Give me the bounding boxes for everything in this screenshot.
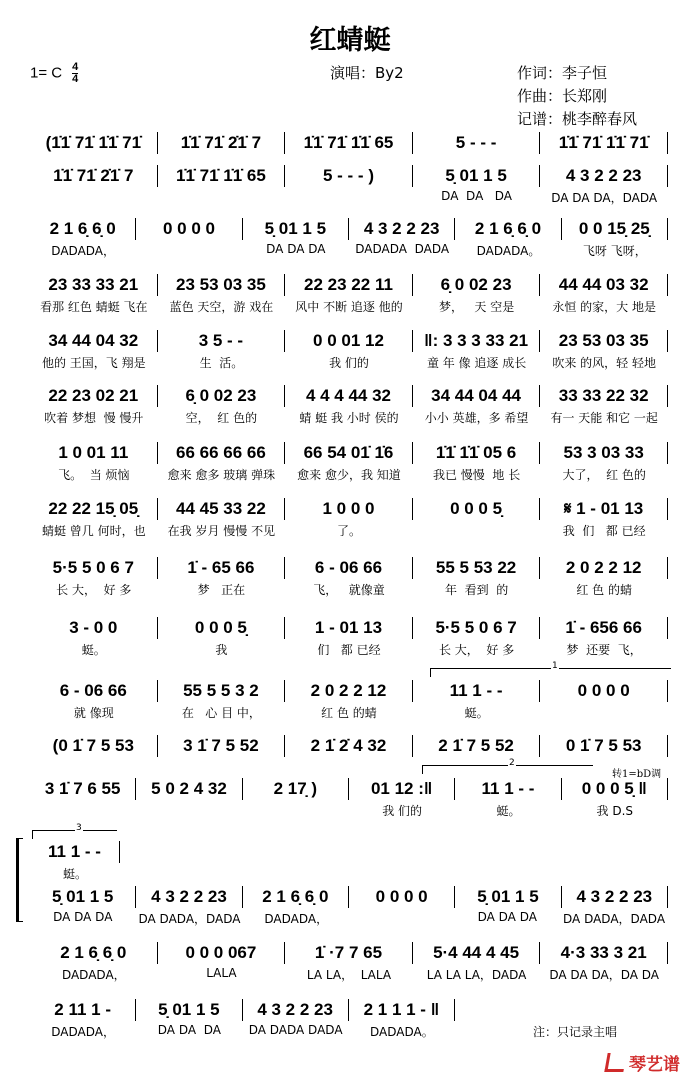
measure: 23 53 03 35 (158, 274, 286, 296)
measure: 0 0 0 0 (349, 886, 455, 908)
measure: 1 0 0 0 (285, 498, 413, 520)
measure: 4 3 2 2 23 (243, 999, 349, 1021)
measure: 34 44 04 44 (413, 385, 541, 407)
lyric: 看那 红色 蜻蜓 飞在 (40, 300, 148, 314)
measure: 0 0 0 5̣ (158, 617, 286, 639)
measure: 2 1̇ 2̇ 4 32 (285, 735, 413, 757)
measure: 0 0 0 0 (540, 680, 668, 702)
lyric: DA DA DA，DA DA (549, 968, 659, 982)
notes-line (30, 442, 668, 464)
lyric: DA DADA，DADA (563, 912, 666, 926)
lyric (540, 704, 668, 721)
logo-text: 琴艺谱 (629, 1055, 680, 1075)
lyric: 红 色 的蜻 (576, 583, 632, 597)
measure: 1̇ - 656 66 (540, 617, 668, 639)
measure: 1̇1̇ 71̇ 1̇1̇ 65 (285, 132, 413, 154)
lyric: 就 像现 (73, 706, 114, 720)
lyric (349, 910, 455, 927)
staff-row (30, 617, 668, 658)
lyric: DA DA DA，DADA (551, 191, 658, 205)
measure: 3 1̇ 7 5 52 (158, 735, 286, 757)
lyrics-line (30, 409, 668, 426)
footnote: 注：只记录主唱 (533, 1025, 618, 1039)
staff-row (30, 385, 668, 426)
measure: 53 3 03 33 (540, 442, 668, 464)
measure: 0 0 0 067 (158, 942, 286, 964)
lyric: 生 活。 (199, 356, 244, 370)
song-title: 红蜻蜓 (309, 25, 391, 56)
lyric: LALA (206, 966, 237, 980)
notes-line (30, 841, 120, 863)
staff-row (30, 886, 668, 927)
lyric: 我 们 都 已经 (562, 524, 646, 538)
measure: 23 53 03 35 (540, 330, 668, 352)
lyric: 有一 天能 和它 一起 (550, 411, 658, 425)
staff-row (30, 999, 455, 1040)
lyric (136, 242, 242, 259)
measure: 2 11 1 - (30, 999, 136, 1021)
lyric (30, 189, 158, 206)
notes-line (30, 886, 668, 908)
measure: 0 0 0 5̣ ‖ (562, 778, 668, 800)
measure: 0 0 15̣ 25̣ (562, 218, 668, 240)
lyric: DA DA DA (53, 910, 113, 924)
lyrics-line (30, 189, 668, 206)
volta-label: 2 (509, 758, 515, 768)
measure: 55 5 5 3 2 (158, 680, 286, 702)
staff-row (30, 841, 120, 882)
lyric: 长 大， 好 多 (438, 643, 515, 657)
measure: 1 - 01 13 (285, 617, 413, 639)
lyrics-line (30, 865, 120, 882)
measure: 1̇ ·7 7 65 (285, 942, 413, 964)
measure: 𝄋 1 - 01 13 (540, 498, 668, 520)
measure: 1̇1̇ 71̇ 1̇1̇ 71̇ (540, 132, 668, 154)
measure: 5̣ 01 1 5 (413, 165, 541, 187)
time-bottom: 4 (72, 73, 79, 85)
volta-3 (32, 823, 117, 839)
lyric: DADADA， (51, 244, 116, 258)
lyric: 红 色 的蜻 (321, 706, 377, 720)
time-top: 4 (72, 61, 79, 73)
measure: 1̇1̇ 71̇ 2̇1̇ 7 (30, 165, 158, 187)
measure: 2 1 6̣ 6̣ 0 (30, 942, 158, 964)
lyrics-line (30, 298, 668, 315)
measure: 6 - 06 66 (30, 680, 158, 702)
staff-row (30, 680, 668, 721)
lyric: 我 D.S (596, 804, 634, 818)
key-signature (30, 62, 78, 85)
lyric: 童 年 像 追逐 成长 (426, 356, 527, 370)
lyric: 飞。 当 烦恼 (58, 468, 130, 482)
notes-line (30, 680, 668, 702)
lyric: 他的 王国，飞 翔是 (41, 356, 146, 370)
lyricist: 作词：李子恒 (517, 64, 608, 82)
measure: 5·5 5 0 6 7 (413, 617, 541, 639)
lyrics-line (30, 242, 668, 259)
measure: 11 1 - - (30, 841, 120, 863)
measure: (1̇1̇ 71̇ 1̇1̇ 71̇ (30, 132, 158, 154)
staff-row (30, 735, 668, 757)
measure: 1̇1̇ 71̇ 2̇1̇ 7 (158, 132, 286, 154)
staff-row (30, 218, 668, 259)
composer: 作曲：长郑刚 (517, 87, 608, 105)
lyric (30, 802, 136, 819)
measure: 66 66 66 66 (158, 442, 286, 464)
measure: 6 - 06 66 (285, 557, 413, 579)
measure: 66 54 01̇ 1̇6 (285, 442, 413, 464)
measure: 11 1 - - (413, 680, 541, 702)
lyric (413, 522, 541, 539)
measure: 3 - 0 0 (30, 617, 158, 639)
lyric: 蜓。 (62, 867, 87, 881)
volta-label: 3 (76, 823, 82, 833)
credits (517, 62, 637, 131)
lyric: 们 都 已经 (317, 643, 381, 657)
lyric: DA DADA DADA (248, 1023, 343, 1037)
measure: 5̣ 01 1 5 (455, 886, 561, 908)
measure: 44 44 03 32 (540, 274, 668, 296)
measure: 5 - - - (413, 132, 541, 154)
measure: 22 22 15̣ 05̣ (30, 498, 158, 520)
lyric: 蓝色 天空，游 戏在 (169, 300, 274, 314)
measure: 01 12 :‖ (349, 778, 455, 800)
lyric: 我 (215, 643, 228, 657)
staff-row (30, 274, 668, 315)
lyric (243, 802, 349, 819)
lyrics-line (30, 966, 668, 983)
lyric: 吹来 的风，轻 轻地 (552, 356, 656, 370)
lyric: 蜓。 (496, 804, 521, 818)
lyric: 在 心 目 中， (181, 706, 261, 720)
notes-line (30, 617, 668, 639)
lyric (285, 189, 413, 206)
lyric: DA DA DA (441, 189, 512, 203)
lyric: 年 看到 的 (444, 583, 509, 597)
measure: 2 0 2 2 12 (540, 557, 668, 579)
measure: 2 1 1 1 - ‖ (349, 999, 455, 1021)
lyric: 蜓。 (81, 643, 106, 657)
lyric: 吹着 梦想 慢 慢升 (44, 411, 144, 425)
notes-line (30, 942, 668, 964)
key-text: 1= C (30, 64, 63, 82)
measure: 0 1̇ 7 5 53 (540, 735, 668, 757)
singer: 演唱：By2 (330, 64, 404, 82)
measure: 44 45 33 22 (158, 498, 286, 520)
measure: 2 1 6̣ 6̣ 0 (455, 218, 561, 240)
measure: ‖: 3 3 3 33 21 (413, 330, 541, 352)
measure: 4 3 2 2 23 (540, 165, 668, 187)
measure: 5·4 44 4 45 (413, 942, 541, 964)
measure: 33 33 22 32 (540, 385, 668, 407)
lyric: DADADA， (264, 912, 329, 926)
lyrics-line (30, 704, 668, 721)
transpose-mark: 转1=bD调 (612, 769, 662, 780)
lyric: DADADA。 (370, 1025, 434, 1039)
measure: 4 3 2 2 23 (562, 886, 668, 908)
measure: 2 0 2 2 12 (285, 680, 413, 702)
lyrics-line (30, 1023, 455, 1040)
staff-row (30, 442, 668, 483)
lyric: DADADA DADA (355, 242, 450, 256)
volta-1 (430, 661, 671, 677)
measure: 2 1̇ 7 5 52 (413, 735, 541, 757)
measure: 1 0 01 11 (30, 442, 158, 464)
lyrics-line (30, 581, 668, 598)
notes-line (30, 498, 668, 520)
lyric: DA DA DA (266, 242, 326, 256)
lyric: 风中 不断 追逐 他的 (295, 300, 403, 314)
lyric: 蜻蜓 曾几 何时，也 (41, 524, 146, 538)
system-bracket (16, 838, 23, 922)
lyric: 飞呀 飞呀， (582, 244, 647, 258)
notes-line (30, 330, 668, 352)
measure: (0 1̇ 7 5 53 (30, 735, 158, 757)
lyric: DADADA， (51, 1025, 115, 1039)
lyric: 了。 (336, 524, 361, 538)
transcriber: 记谱：桃李醉春风 (517, 110, 638, 128)
lyric: 梦 还要 飞， (566, 643, 642, 657)
lyrics-line (30, 802, 668, 819)
measure: 0 0 0 5̣ (413, 498, 541, 520)
measure: 34 44 04 32 (30, 330, 158, 352)
measure: 5·5 5 0 6 7 (30, 557, 158, 579)
notes-line (30, 557, 668, 579)
measure: 4 4 4 44 32 (285, 385, 413, 407)
lyric: DA DA DA (477, 910, 537, 924)
measure: 22 23 02 21 (30, 385, 158, 407)
measure: 2 1 6̣ 6̣ 0 (243, 886, 349, 908)
measure: 0 0 0 0 (136, 218, 242, 240)
lyric: 梦， 天 空是 (438, 300, 515, 314)
lyric: DADADA， (61, 968, 126, 982)
measure: 2 1 6̣ 6̣ 0 (30, 218, 136, 240)
notes-line (30, 165, 668, 187)
lyric: LA LA LA，DADA (426, 968, 527, 982)
lyric: 梦 正在 (197, 583, 246, 597)
measure: 5 - - - ) (285, 165, 413, 187)
lyric: 长 大， 好 多 (56, 583, 132, 597)
lyric (136, 802, 242, 819)
measure: 2 17̣ ) (243, 778, 349, 800)
lyric: DA DA DA (157, 1023, 221, 1037)
lyrics-line (30, 354, 668, 371)
measure: 1̇ - 65 66 (158, 557, 286, 579)
staff-row (30, 942, 668, 983)
measure: 4 3 2 2 23 (136, 886, 242, 908)
lyrics-line (30, 910, 668, 927)
notes-line (30, 274, 668, 296)
lyric: DA DADA，DADA (138, 912, 241, 926)
lyric: 蜓。 (464, 706, 489, 720)
lyric: 蜻 蜓 我 小时 侯的 (299, 411, 399, 425)
measure: 55 5 53 22 (413, 557, 541, 579)
notes-line (30, 735, 668, 757)
measure: 5̣ 01 1 5 (136, 999, 242, 1021)
lyrics-line (30, 641, 668, 658)
measure: 1̇1̇ 71̇ 1̇1̇ 65 (158, 165, 286, 187)
measure: 22 23 22 11 (285, 274, 413, 296)
lyric: 我 们的 (329, 356, 369, 370)
measure: 5̣ 01 1 5 (30, 886, 136, 908)
lyric: LA LA， LALA (306, 968, 392, 982)
lyric: 愈来 愈多 玻璃 弹珠 (167, 468, 276, 482)
measure: 11 1 - - (455, 778, 561, 800)
lyric: 飞， 就像童 (313, 583, 385, 597)
measure: 6̣ 0 02 23 (158, 385, 286, 407)
lyric: 愈来 愈少，我 知道 (297, 468, 401, 482)
measure: 3 5 - - (158, 330, 286, 352)
lyric: 小小 英雄，多 希望 (424, 411, 529, 425)
volta-2 (422, 758, 593, 774)
measure: 23 33 33 21 (30, 274, 158, 296)
lyric: 我已 慢慢 地 长 (432, 468, 521, 482)
measure: 1̇1̇ 1̇1̇ 05 6 (413, 442, 541, 464)
lyric: 永恒 的家，大 地是 (552, 300, 656, 314)
staff-row (30, 557, 668, 598)
time-signature (72, 62, 78, 85)
staff-row (30, 165, 668, 206)
staff-row (30, 132, 668, 154)
lyric: 空， 红 色的 (185, 411, 258, 425)
measure: 5 0 2 4 32 (136, 778, 242, 800)
staff-row (30, 778, 668, 819)
lyric: 大了， 红 色的 (562, 468, 646, 482)
staff-row (30, 498, 668, 539)
notes-line (30, 778, 668, 800)
lyrics-line (30, 522, 668, 539)
lyric (158, 189, 286, 206)
lyric: 我 们的 (382, 804, 423, 818)
measure: 4·3 33 3 21 (540, 942, 668, 964)
staff-row (30, 330, 668, 371)
volta-label: 1 (552, 661, 558, 671)
notes-line (30, 218, 668, 240)
logo-icon (604, 1053, 626, 1072)
lyric: DADADA。 (476, 244, 541, 258)
measure: 5̣ 01 1 5 (243, 218, 349, 240)
notes-line (30, 132, 668, 154)
site-logo (606, 1050, 680, 1075)
notes-line (30, 999, 455, 1021)
measure: 3 1̇ 7 6 55 (30, 778, 136, 800)
measure: 4 3 2 2 23 (349, 218, 455, 240)
lyric: 在我 岁月 慢慢 不见 (167, 524, 276, 538)
notes-line (30, 385, 668, 407)
lyrics-line (30, 466, 668, 483)
measure: 0 0 01 12 (285, 330, 413, 352)
measure: 6̣ 0 02 23 (413, 274, 541, 296)
